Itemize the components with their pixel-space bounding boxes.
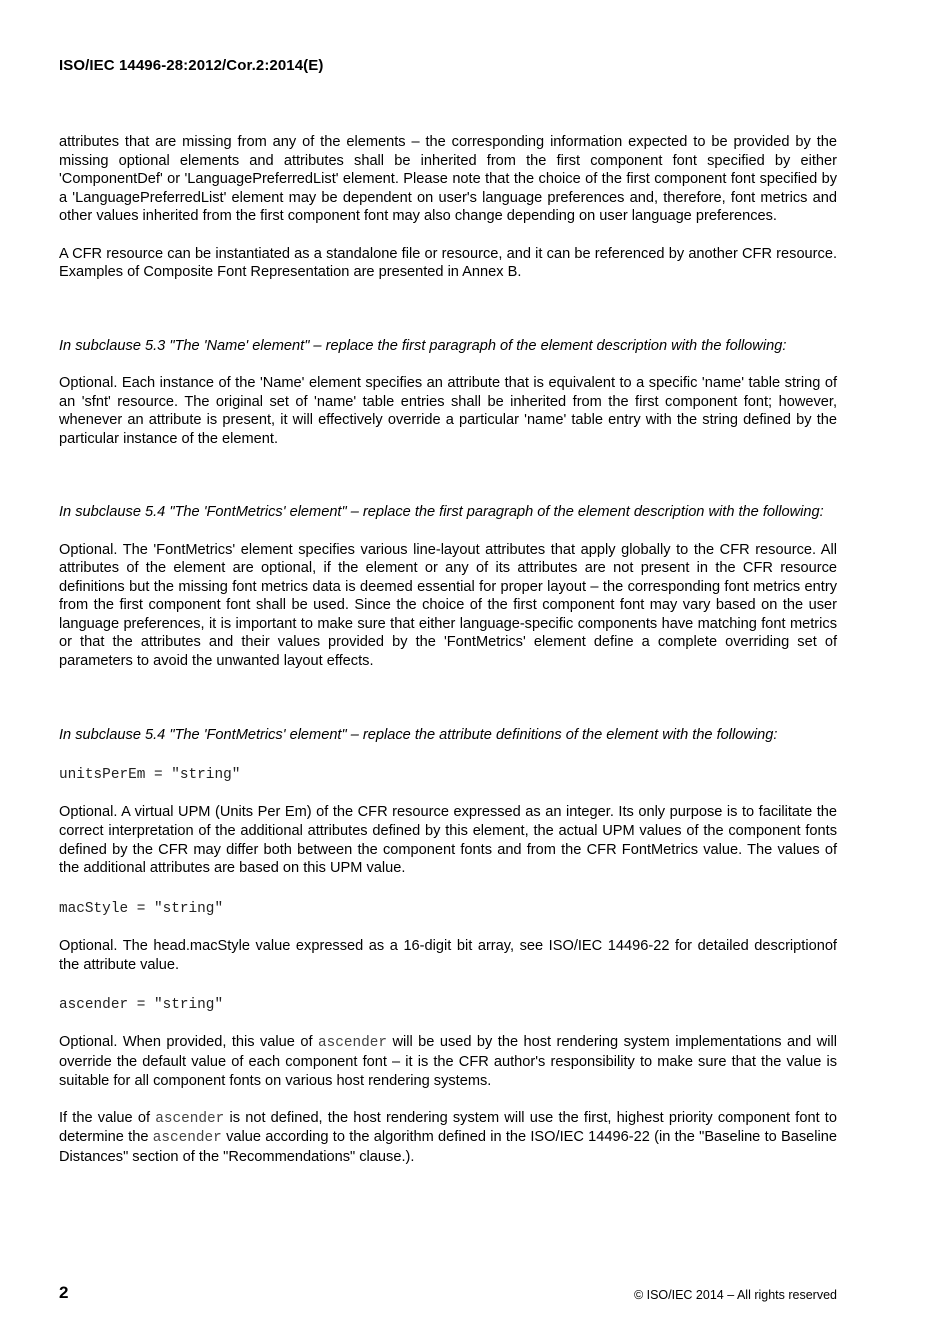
inline-code-ascender: ascender [155, 1110, 225, 1127]
paragraph-inheritance: attributes that are missing from any of the elements – the corresponding information expected to be provided by the missing optional elements and attributes shall be inherited from the first component font specified by either 'ComponentDef' or 'LanguagePreferredList' element. Please note that the choice of the first component font specified by a 'LanguagePreferredList' element may be dependent on user's language preferences and, therefore, font metrics and other values inherited from the first component font may also change depending on user language preferences. [59, 134, 837, 225]
code-macstyle: macStyle = "string" [59, 900, 224, 917]
document-header-title: ISO/IEC 14496-28:2012/Cor.2:2014(E) [59, 57, 324, 74]
text-run: is not defined, the host rendering system will use the first, highest priority component font to determine the [59, 1109, 837, 1146]
page-number: 2 [59, 1283, 69, 1302]
code-ascender: ascender = "string" [59, 997, 224, 1014]
paragraph-fontmetrics: Optional. The 'FontMetrics' element specifies various line-layout attributes that apply globally to the CFR resource. All attributes of the element are optional, if the element or any of its attributes are not present in the CFR resource definitions but the missing font metrics data is deemed essential for proper layout – the corresponding font metrics entry from the first component font shall be used. Since the choice of the first component font may vary based on the user language preferences, it is important to make sure that either language-specific components have matching font metrics or that the attributes and their values provided by the 'FontMetrics' element define a complete overriding set of parameters to avoid the unwanted layout effects. [59, 541, 837, 670]
text-run: If the value of [59, 1109, 156, 1126]
paragraph-ascender-default [59, 1109, 837, 1167]
text-run: Optional. When provided, this value of [59, 1034, 318, 1051]
code-unitsperem: unitsPerEm = "string" [59, 767, 241, 784]
paragraph-macstyle: Optional. The head.macStyle value expressed as a 16-digit bit array, see ISO/IEC 14496-22 for detailed descriptionof the attribute value. [59, 938, 837, 973]
inline-code-ascender: ascender [317, 1035, 388, 1052]
inline-code-ascender: ascender [152, 1130, 222, 1147]
paragraph-cfr-resource: A CFR resource can be instantiated as a standalone file or resource, and it can be referenced by another CFR resource. Examples of Composite Font Representation are presented in Annex B. [59, 245, 837, 281]
text-run: will be used by the host rendering system implementations and will override the default value of each component font – it is the CFR author's responsibility to make sure that the value is suitable for all component fonts on various host rendering systems. [59, 1034, 837, 1089]
document-body [59, 133, 837, 1167]
copyright-notice: © ISO/IEC 2014 – All rights reserved [633, 1288, 837, 1302]
instruction-name-element: In subclause 5.3 "The 'Name' element" – replace the first paragraph of the element description with the following: [59, 337, 787, 354]
instruction-fontmetrics-attributes: In subclause 5.4 "The 'FontMetrics' element" – replace the attribute definitions of the element with the following: [59, 726, 778, 743]
paragraph-name-element: Optional. Each instance of the 'Name' element specifies an attribute that is equivalent to a specific 'name' table string of an 'sfnt' resource. The original set of 'name' table entries shall be inherited from the first component font; however, whenever an attribute is present, it will effectively override a particular 'name' table entry with the string defined by the particular instance of the element. [59, 374, 837, 447]
paragraph-unitsperem: Optional. A virtual UPM (Units Per Em) of the CFR resource expressed as an integer. Its only purpose is to facilitate the correct interpretation of the additional attributes defined by this element, the actual UPM values of the component fonts defined by the CFR may differ both between the component fonts and from the CFR FontMetrics value. The values of the additional attributes are based on this UPM value. [59, 804, 837, 877]
paragraph-ascender-override [59, 1033, 837, 1090]
text-run: value according to the algorithm defined in the ISO/IEC 14496-22 (in the "Baseline to Baseline Distances" section of the "Recommendations" clause.). [59, 1129, 837, 1165]
instruction-fontmetrics-description: In subclause 5.4 "The 'FontMetrics' element" – replace the first paragraph of the element description with the following: [59, 504, 824, 521]
document-page [59, 0, 837, 1344]
